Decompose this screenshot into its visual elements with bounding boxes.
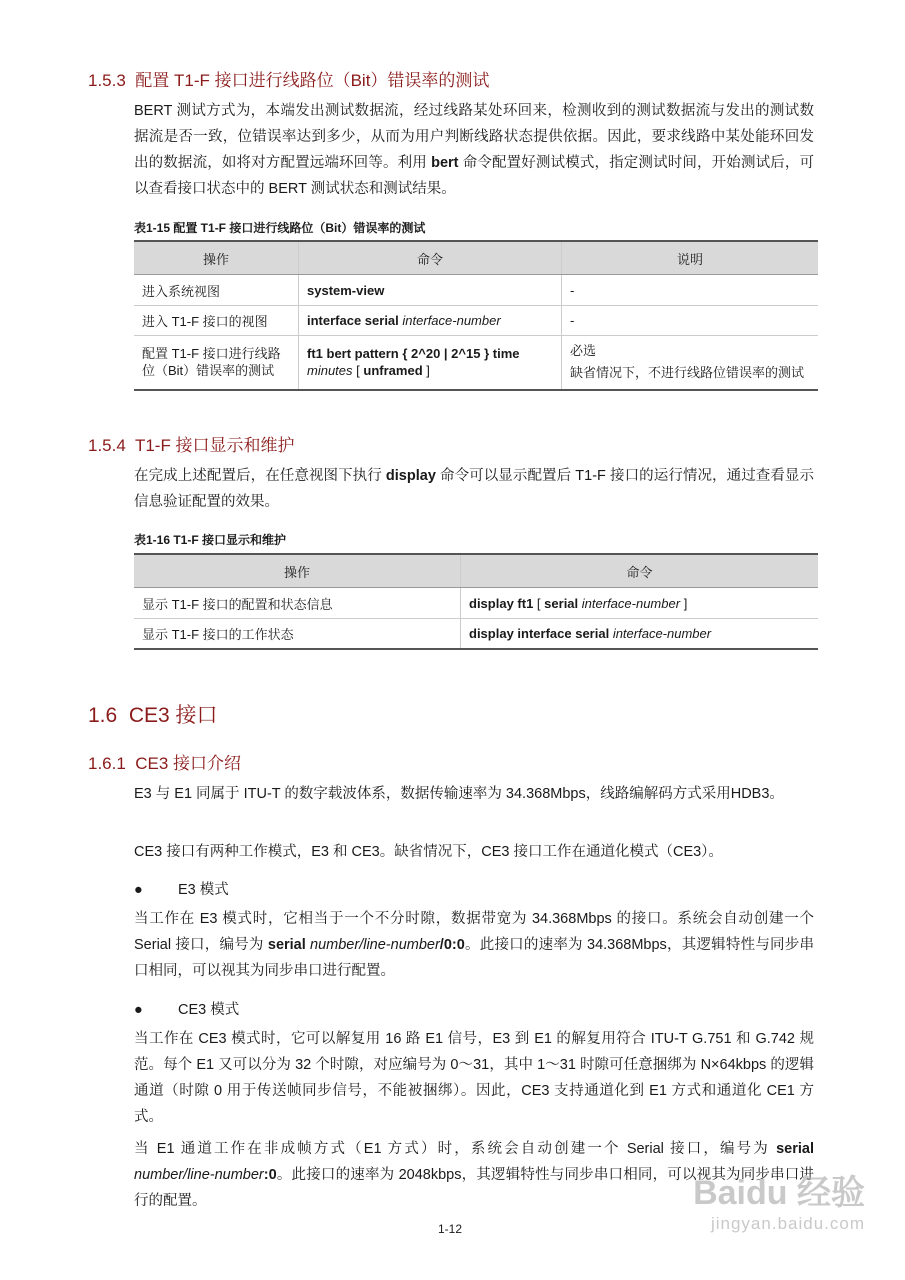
bullet-icon: ● [134,882,143,898]
bracket: ] [683,595,688,611]
cell-note: - [562,275,819,306]
bracket: [ [356,363,360,379]
table-caption: 表1-16 T1-F 接口显示和维护 [134,533,287,547]
bullet-label: E3 模式 [178,882,229,898]
argument: number/line-number [134,1167,264,1183]
argument: number/line-number [310,937,440,953]
argument: minutes [307,363,353,379]
command: system-view [307,282,385,298]
column-header: 操作 [134,554,461,588]
cell-op: 进入系统视图 [134,275,299,306]
chapter-heading-1-6 [88,699,218,729]
cell-op: 配置 T1-F 接口进行线路位（Bit）错误率的测试 [134,336,299,390]
section-heading-1-6-1 [88,749,241,774]
table-1-15 [134,240,818,391]
text: BERT 测试方式为，本端发出测试数据流，经过线路某处环回来，检测收到的测试数据流与发出的测试数据流是否一致，位错误率达到多少，从而为用户判断线路状态提供依据。因此，要求线路中某处能环回发出的数据流，如将对方配置远端环回等。利用 [134,103,814,171]
table-row [134,619,818,649]
paragraph-bert [134,98,814,202]
text: 。此接口的速率为 2048kbps，其逻辑特性与同步串口相同，可以视其为同步串口进行的配置。 [134,1167,814,1209]
bullet-e3-mode [134,878,229,899]
cell-note [562,336,819,390]
note-line: 必选 [570,343,597,359]
bullet-ce3-mode [134,998,239,1019]
command: :0 [263,1167,277,1183]
column-header: 操作 [134,241,299,275]
command-keyword: display [385,468,436,484]
cell-note: - [562,306,819,336]
cell-cmd [299,275,562,306]
text: 在完成上述配置后，在任意视图下执行 [134,468,382,484]
section-number: 1.6.1 [88,754,126,773]
watermark-brand: Baidu 经验 [693,1174,865,1212]
command-keyword: bert [431,155,459,171]
text: 命令可以显示配置后 T1-F 接口的运行情况，通过查看显示信息验证配置的效果。 [134,468,815,510]
table-row [134,306,818,336]
text: 当 E1 通道工作在非成帧方式（E1 方式）时，系统会自动创建一个 Serial 接口，编号为 [134,1141,770,1157]
paragraph-modes: CE3 接口有两种工作模式，E3 和 CE3。缺省情况下，CE3 接口工作在通道化模式（CE3）。 [134,844,723,860]
section-title: T1-F 接口显示和维护 [134,436,295,455]
command: { 2^20 | 2^15 } [402,346,490,362]
paragraph-e3-mode [134,906,814,984]
table-row [134,336,818,390]
section-title: CE3 接口介绍 [135,754,242,773]
bracket: ] [426,363,430,379]
command: display ft1 [469,595,534,611]
section-heading-1-5-4 [88,431,295,456]
table-row [134,588,818,619]
paragraph-e3-intro: E3 与 E1 同属于 ITU-T 的数字载波体系，数据传输速率为 34.368Mbps，线路编解码方式采用HDB3。 [134,786,784,802]
argument: interface-number [612,625,712,641]
argument: interface-number [402,313,501,328]
column-header: 说明 [562,241,819,275]
command: /0:0 [439,937,465,953]
command: ft1 bert pattern [307,346,399,362]
command: display interface serial [469,625,610,641]
watermark [693,1165,865,1234]
section-number: 1.6 [88,704,118,727]
section-title: CE3 接口 [128,704,218,727]
cell-cmd [461,619,819,649]
bullet-icon: ● [134,1002,143,1018]
command: serial [776,1141,814,1157]
bullet-label: CE3 模式 [178,1002,240,1018]
paragraph-display [134,463,814,515]
text: 命令配置好测试模式，指定测试时间，开始测试后，可以查看接口状态中的 BERT 测试状态和测试结果。 [134,155,815,197]
bracket: [ [536,595,541,611]
cell-cmd [299,336,562,390]
section-number: 1.5.4 [88,436,126,455]
section-title: 配置 T1-F 接口进行线路位（Bit）错误率的测试 [135,71,490,90]
command: interface serial [307,313,399,328]
table-row [134,275,818,306]
cell-op: 显示 T1-F 接口的工作状态 [134,619,461,649]
cell-cmd [461,588,819,619]
section-heading-1-5-3 [88,66,489,91]
command: serial [544,595,579,611]
column-header: 命令 [299,241,562,275]
table-1-16 [134,553,818,650]
section-number: 1.5.3 [88,71,126,90]
command: time [492,346,520,362]
cell-op: 进入 T1-F 接口的视图 [134,306,299,336]
text: 当工作在 E3 模式时，它相当于一个不分时隙，数据带宽为 34.368Mbps 的接口。系统会自动创建一个 Serial 接口，编号为 [134,911,814,953]
table-caption: 表1-15 配置 T1-F 接口进行线路位（Bit）错误率的测试 [134,221,426,235]
cell-op: 显示 T1-F 接口的配置和状态信息 [134,588,461,619]
column-header: 命令 [461,554,819,588]
command: unframed [363,363,423,379]
cell-cmd [299,306,562,336]
command: serial [267,937,306,953]
text: 。此接口的速率为 34.368Mbps，其逻辑特性与同步串口相同，可以视其为同步串口进行配置。 [134,937,814,979]
watermark-url: jingyan.baidu.com [710,1214,865,1233]
note-line: 缺省情况下，不进行线路位错误率的测试 [570,365,805,381]
paragraph-ce3-mode: 当工作在 CE3 模式时，它可以解复用 16 路 E1 信号，E3 到 E1 的解复用符合 ITU-T G.751 和 G.742 规范。每个 E1 又可以分为 32 个时隙，对应编号为 0～31，其中 1～31 时隙可任意捆绑为 N×64kbps 的逻辑通道（时隙 0 用于传送帧同步信号，不能被捆绑）。因此，CE3 支持通道化到 E1 方式和通道化 CE1 方式。 [134,1031,814,1125]
page-number: 1-12 [438,1222,463,1236]
argument: interface-number [581,595,681,611]
